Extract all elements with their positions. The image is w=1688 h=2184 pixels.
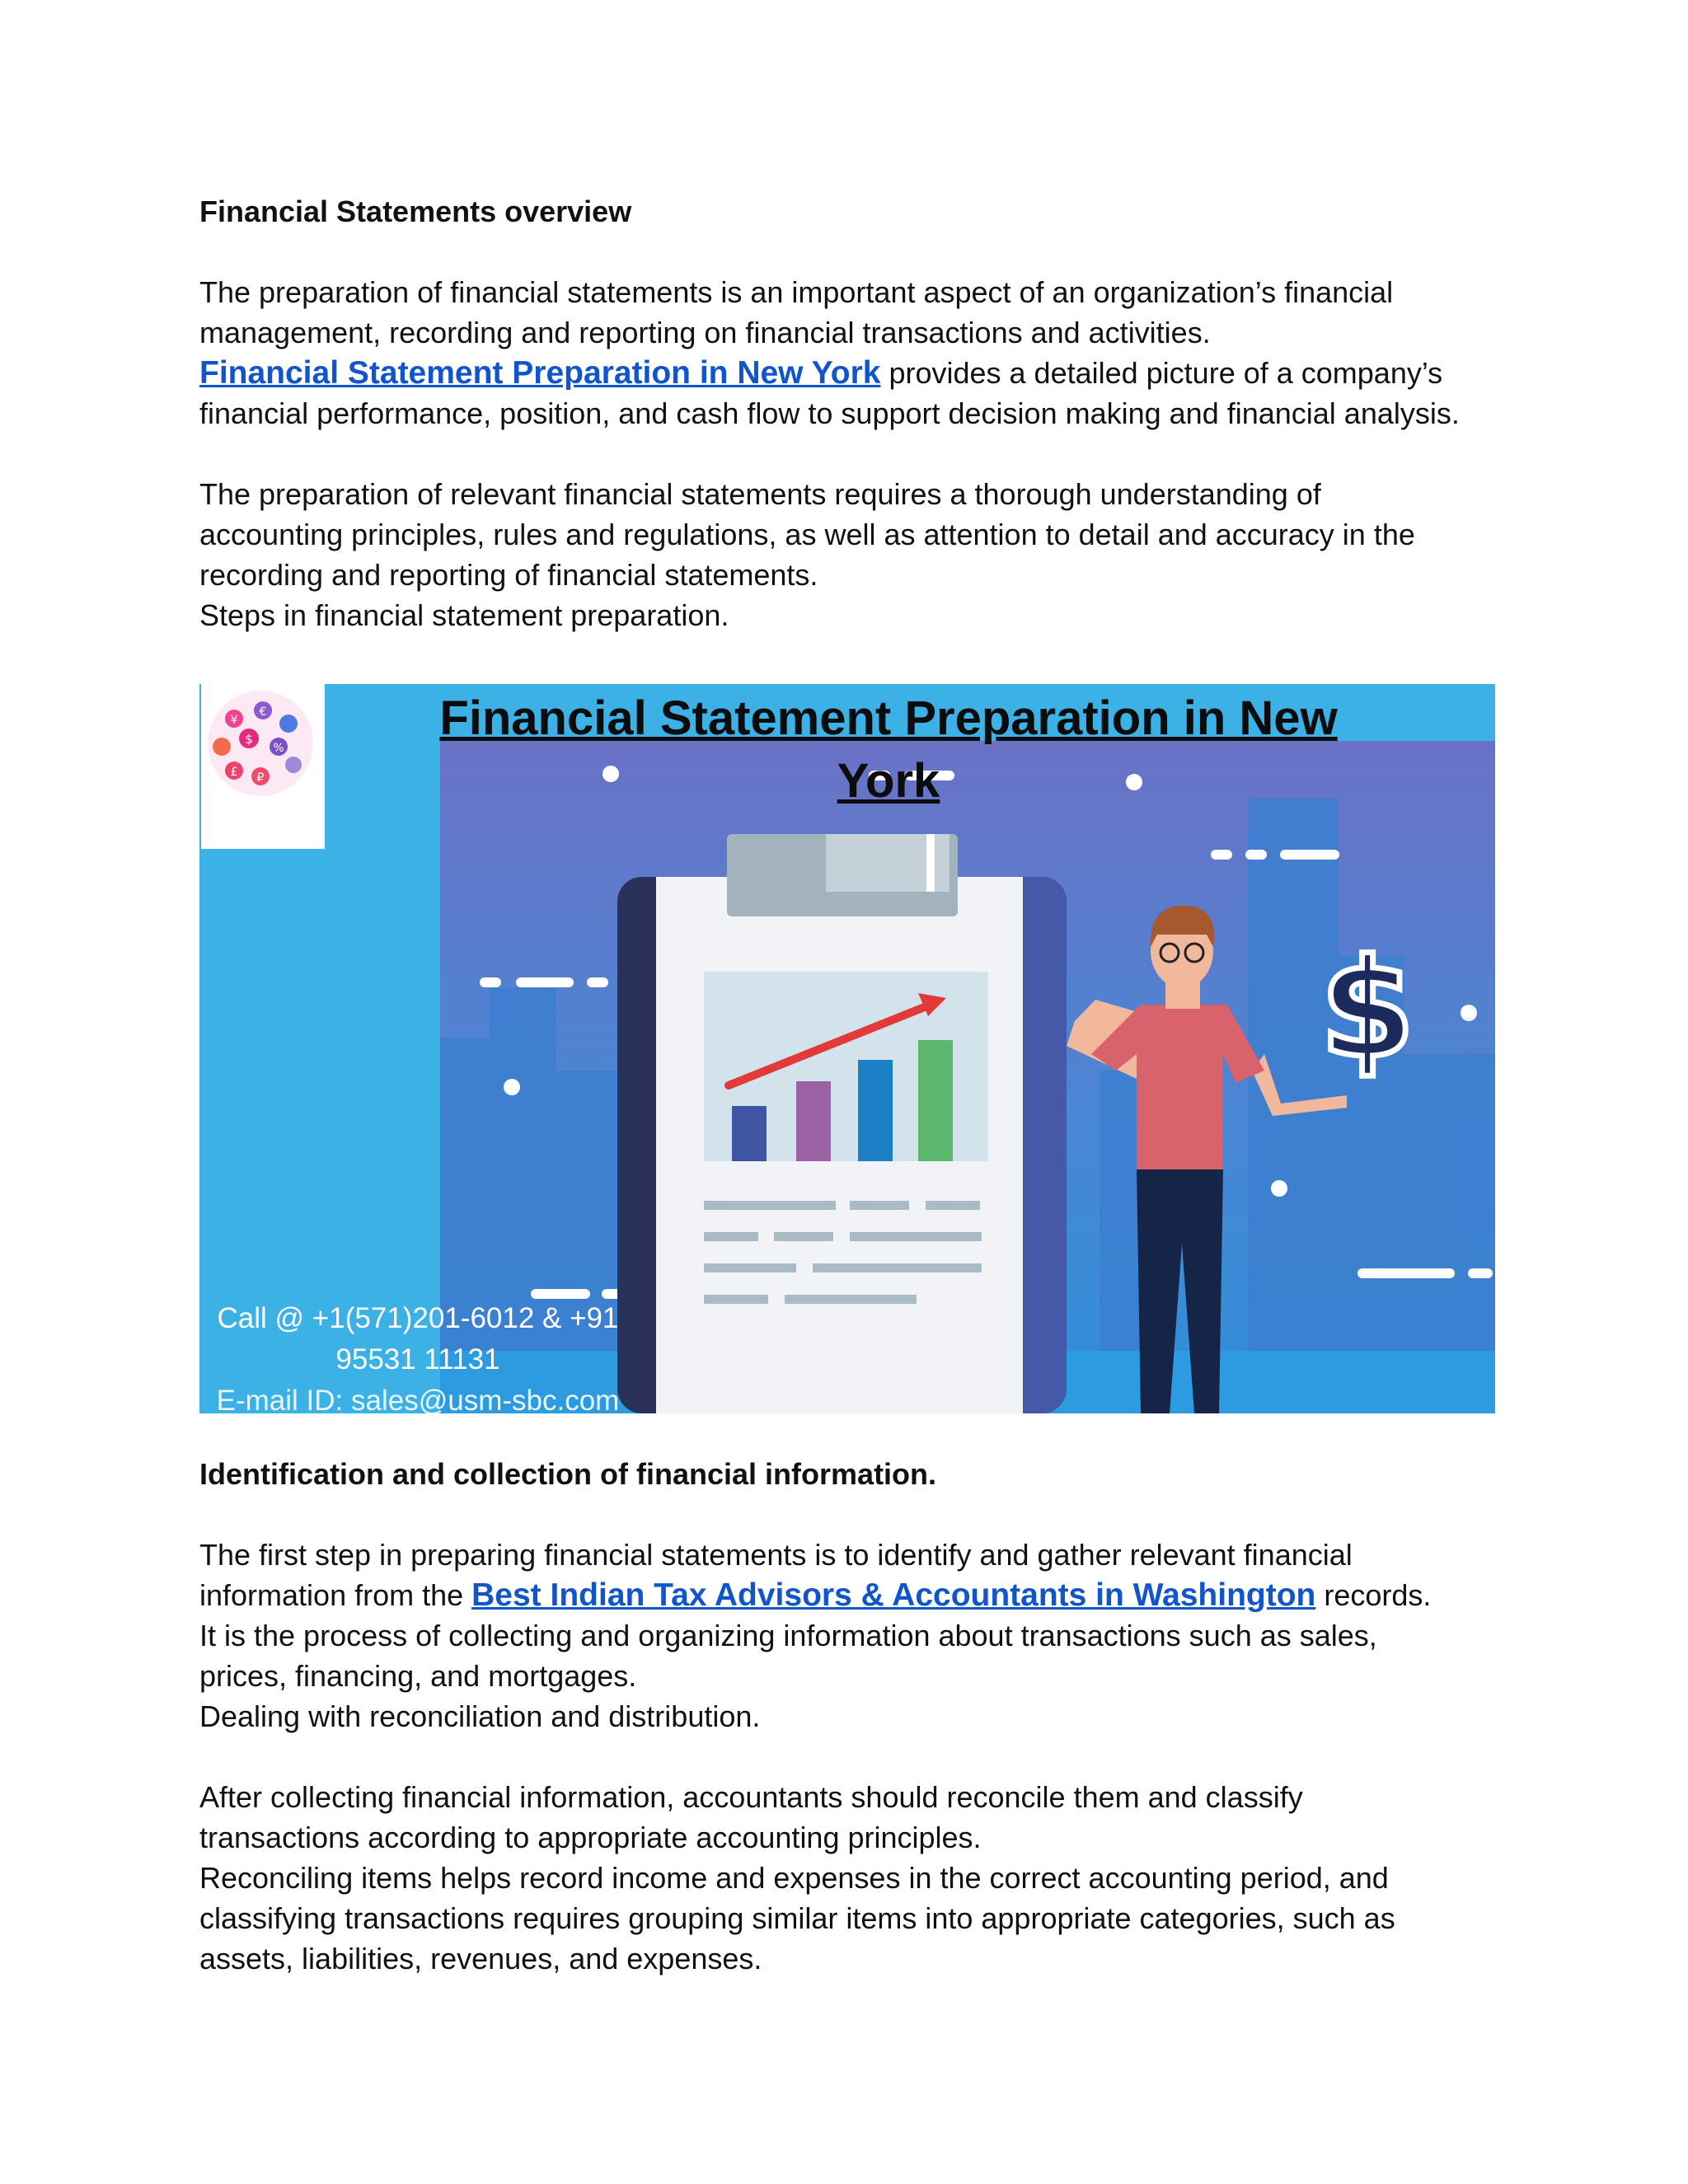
email-line: E-mail ID: sales@usm-sbc.com <box>216 1385 620 1413</box>
svg-text:¥: ¥ <box>230 714 238 727</box>
paragraph-line: It is the process of collecting and organizing information about transactions such as sales, <box>199 1619 1377 1652</box>
phone-line-continued: 95531 11131 <box>335 1343 500 1376</box>
paragraph-text: information from the <box>199 1578 472 1612</box>
svg-text:%: % <box>273 742 284 755</box>
paragraph-line-with-link <box>199 353 1502 393</box>
banner-title: Financial Statement Preparation in New York <box>439 691 1338 808</box>
globe-logo-icon <box>201 684 325 849</box>
paragraph-line: transactions according to appropriate accounting principles. <box>199 1821 982 1854</box>
paragraph-line: The preparation of relevant financial statements requires a thorough understanding of <box>199 477 1321 511</box>
paragraph-line-with-link <box>199 1575 1502 1615</box>
svg-text:€: € <box>259 705 267 719</box>
banner-image <box>199 684 1495 1413</box>
dollar-sign-icon: $ <box>1320 930 1415 1088</box>
paragraph-line: classifying transactions requires grouping similar items into appropriate categories, such as <box>199 1901 1395 1935</box>
paragraph-text: records. <box>1315 1578 1432 1612</box>
chart-bar <box>732 1106 767 1161</box>
paragraph-line: The preparation of financial statements is an important aspect of an organization’s financial <box>199 275 1394 309</box>
section-heading: Identification and collection of financial information. <box>199 1457 937 1491</box>
paragraph-line: management, recording and reporting on financial transactions and activities. <box>199 316 1211 349</box>
tax-advisors-link[interactable]: Best Indian Tax Advisors & Accountants in Washington <box>471 1577 1316 1613</box>
chart-bar <box>858 1060 893 1161</box>
phone-line: Call @ +1(571)201-6012 & +91 <box>217 1302 619 1334</box>
svg-text:$: $ <box>245 732 253 747</box>
paragraph-line: prices, financing, and mortgages. <box>199 1659 637 1693</box>
chart-bar <box>796 1081 831 1161</box>
paragraph-line: After collecting financial information, accountants should reconcile them and classify <box>199 1780 1303 1814</box>
paragraph-line: Dealing with reconciliation and distribution. <box>199 1699 761 1733</box>
paragraph-line: Reconciling items helps record income and expenses in the correct accounting period, and <box>199 1861 1389 1895</box>
paragraph-line: financial performance, position, and cash flow to support decision making and financial analysis. <box>199 396 1460 430</box>
paragraph-line: The first step in preparing financial statements is to identify and gather relevant financial <box>199 1538 1353 1572</box>
svg-text:₽: ₽ <box>256 771 265 785</box>
svg-text:£: £ <box>230 766 238 779</box>
contact-info <box>199 1298 636 1413</box>
paragraph-line: assets, liabilities, revenues, and expenses. <box>199 1942 762 1975</box>
paragraph-line: accounting principles, rules and regulations, as well as attention to detail and accuracy in the <box>199 518 1415 551</box>
document-body <box>199 191 1502 1979</box>
chart-bar <box>918 1040 953 1161</box>
financial-statement-preparation-link[interactable]: Financial Statement Preparation in New York <box>199 355 881 391</box>
paragraph-text: provides a detailed picture of a company’s <box>880 356 1443 390</box>
company-logo <box>201 684 325 849</box>
paragraph-line: recording and reporting of financial statements. <box>199 558 818 592</box>
paragraph-line: Steps in financial statement preparation. <box>199 598 729 632</box>
section-title: Financial Statements overview <box>199 194 632 228</box>
